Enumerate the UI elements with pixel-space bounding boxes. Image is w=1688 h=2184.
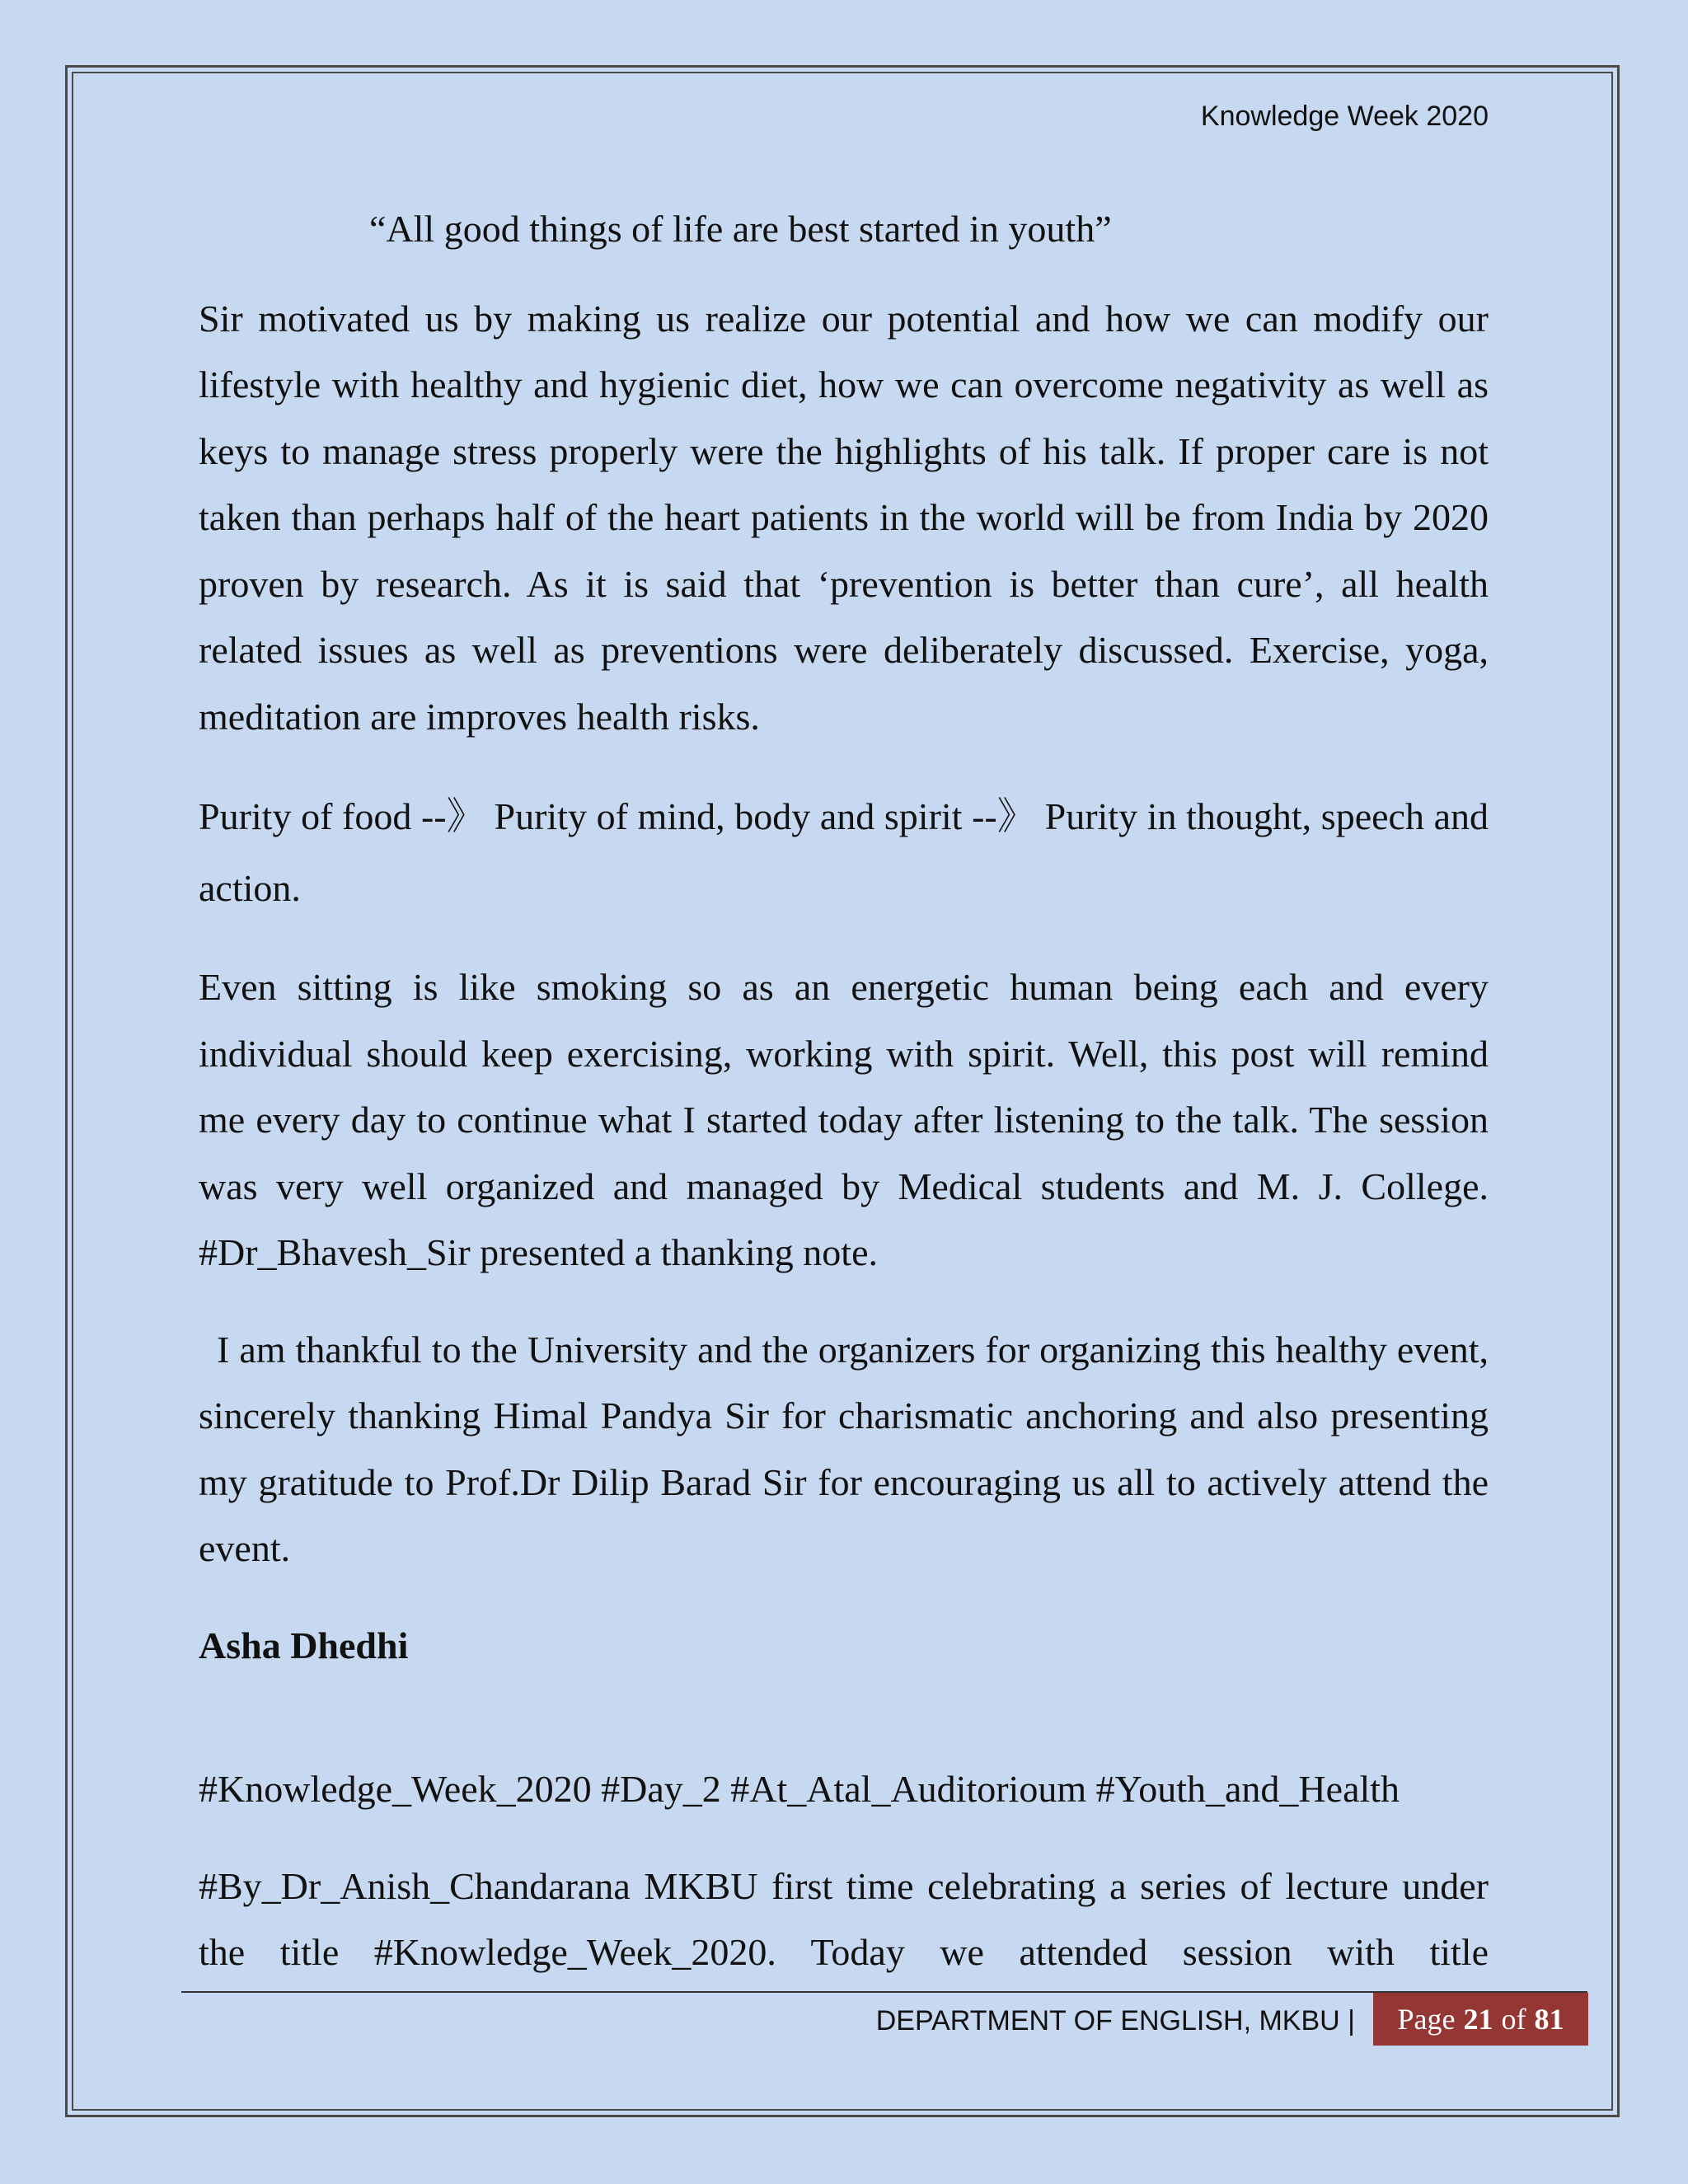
page-number-badge: [1373, 1993, 1588, 2046]
page-total: 81: [1534, 2003, 1564, 2036]
paragraph-thanks: I am thankful to the University and the organizers for organizing this healthy event, sincerely thanking Himal Pandya Sir for charismatic anchoring and also presenting my gratitude to Prof.Dr Dilip Barad Sir for encouraging us all to actively attend the event.: [199, 1328, 1489, 1569]
page-label: Page: [1397, 2003, 1456, 2036]
page-content: [199, 196, 1489, 2017]
running-header: Knowledge Week 2020: [1200, 101, 1489, 132]
footer-department: DEPARTMENT OF ENGLISH, MKBU |: [875, 2005, 1355, 2036]
paragraph-sitting: Even sitting is like smoking so as an energetic human being each and every individual should keep exercising, working with spirit. Well, this post will remind me every day to continue what I started today after listening to the talk. The session was very well organized and managed by Medical students and M. J. College. #Dr_Bhavesh_Sir presented a thanking note.: [199, 966, 1489, 1273]
quote: “All good things of life are best started in youth”: [369, 208, 1112, 250]
page-of-label: of: [1501, 2003, 1526, 2036]
paragraph-session-intro: #By_Dr_Anish_Chandarana MKBU first time celebrating a series of lecture under the title #Knowledge_Week_2020. Today we attended session with title: [199, 1864, 1489, 1973]
paragraph-motivation: Sir motivated us by making us realize our potential and how we can modify our lifestyle with healthy and hygienic diet, how we can overcome negativity as well as keys to manage stress properly were the highlights of his talk. If proper care is not taken than perhaps half of the heart patients in the world will be from India by 2020 proven by research. As it is said that ‘prevention is better than cure’, all health related issues as well as preventions were deliberately discussed. Exercise, yoga, meditation are improves health risks.: [199, 297, 1489, 738]
page-current: 21: [1463, 2003, 1493, 2036]
hashtags-line: #Knowledge_Week_2020 #Day_2 #At_Atal_Auditorioum #Youth_and_Health: [199, 1768, 1400, 1810]
paragraph-purity: Purity of food --》 Purity of mind, body and spirit --》 Purity in thought, speech and action.: [199, 795, 1489, 909]
author-signature: Asha Dhedhi: [199, 1624, 409, 1666]
